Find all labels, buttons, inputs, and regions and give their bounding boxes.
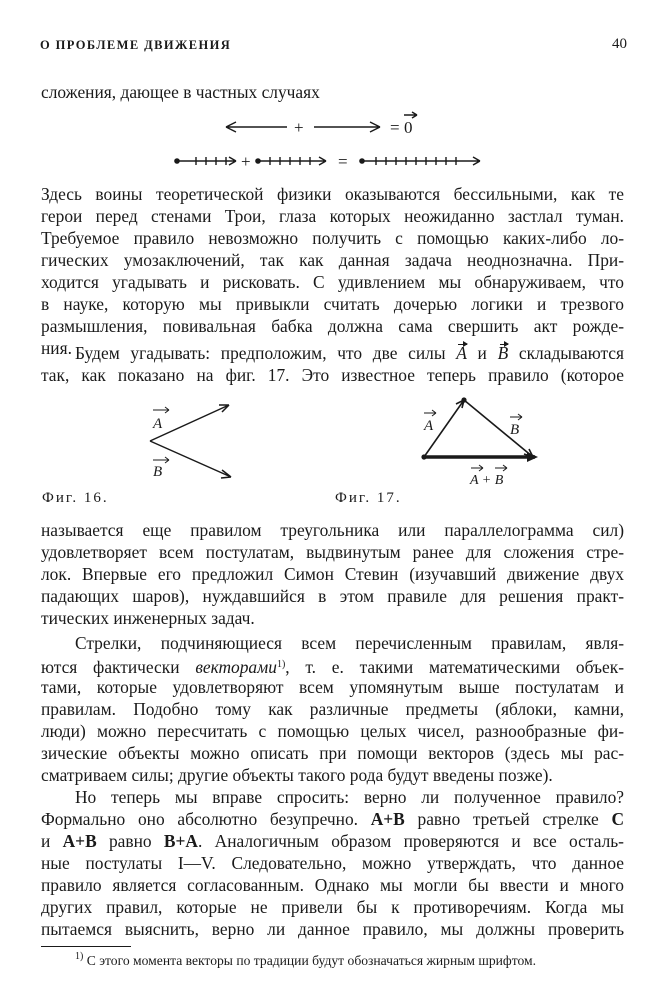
footnote-ref: 1): [276, 659, 286, 670]
text-line: размышления, повивальная бабка должна сама свершить акт рожде-: [41, 316, 624, 336]
text-line: Требуемое правило невозможно получить с помощью каких-либо ло-: [41, 228, 624, 248]
text-line: пытаемся выяснить, верно ли данное правило, мы должны проверить: [41, 919, 624, 939]
fig16-caption: Фиг. 16.: [42, 490, 109, 506]
text-line: гических умозаключений, так как данная задача неоднозначна. При-: [41, 250, 624, 270]
text-line: в науке, которую мы привыкли считать дочерью логики и трезвого: [41, 294, 624, 314]
text-line: лок. Впервые его предложил Симон Стевин (изучавший движение двух: [41, 564, 624, 584]
text-line: тических инженерных задач.: [41, 608, 255, 628]
fig17-sum-arrowhead: [527, 452, 538, 462]
fig17-vertex-left: [421, 454, 426, 459]
fig17-vector-b: [464, 400, 533, 457]
footnote-rule: [41, 946, 131, 947]
para4-text-b: , т. е. такими математическими объек-: [285, 657, 624, 677]
text-line: герои перед стенами Трои, глаза которых неожиданно застлал туман.: [41, 206, 624, 226]
text-line: сматриваем силы; другие объекты такого рода будут введены позже).: [41, 765, 553, 785]
text-line: [41, 655, 624, 677]
intro-line: сложения, дающее в частных случаях: [41, 82, 320, 102]
text-line: Стрелки, подчиняющиеся всем перечисленным правилам, явля-: [75, 633, 624, 653]
para5-equals-word: равно: [108, 831, 152, 851]
footnote-mark: 1): [75, 951, 84, 962]
eq1-plus: +: [294, 118, 304, 137]
text-line: тами, которые удовлетворяют всем упомянутым выше постулатам и: [41, 677, 624, 697]
eq1-equals: =: [390, 118, 400, 137]
text-line: удовлетворяет всем постулатам, выдвинутым ранее для сложения стре-: [41, 542, 624, 562]
eq1-zero: 0: [404, 118, 413, 137]
text-line: ния.: [41, 338, 72, 358]
fig17-caption: Фиг. 17.: [335, 490, 402, 506]
page-number: 40: [612, 36, 627, 52]
para5-text-d: . Аналогичным образом проверяются и все осталь-: [198, 831, 624, 851]
para2-text-b: складываются: [518, 343, 624, 363]
para5-and: и: [41, 831, 51, 851]
fig17-label-b: B: [510, 422, 520, 438]
expr-a-plus-b-2: A+B: [62, 831, 97, 851]
fig17-label-a-arrow: [424, 410, 436, 416]
text-line: ные постулаты I—V. Следовательно, можно утверждать, что данное: [41, 853, 624, 873]
text-line: других правил, которые не привели бы к противоречиям. Когда мы: [41, 897, 624, 917]
running-head: О ПРОБЛЕМЕ ДВИЖЕНИЯ: [40, 38, 232, 52]
text-line: зические объекты можно описать при помощи векторов (здесь мы рас-: [41, 743, 624, 763]
term-vectors: векторами: [195, 657, 277, 677]
text-line: Но теперь мы вправе спросить: верно ли полученное правило?: [75, 787, 624, 807]
text-line: называется еще правилом треугольника или параллелограмма сил): [41, 520, 624, 540]
text-line: так, как показано на фиг. 17. Это известное теперь правило (которое: [41, 365, 624, 385]
text-line: Здесь воины теоретической физики оказываются бессильными, как те: [41, 184, 624, 204]
para5-text-c: равно третьей стрелке: [417, 809, 599, 829]
para5-text-a: Формально оно абсолютно безупречно.: [41, 809, 358, 829]
text-line: [41, 831, 624, 851]
text-line: люди) можно пересчитать с помощью целых чисел, разнообразные фи-: [41, 721, 624, 741]
fig17-vertex-top: [461, 397, 466, 402]
para4-text-a: ются фактически: [41, 657, 180, 677]
fig16-label-a: A: [153, 416, 163, 432]
text-line: правилам. Подобно тому как различные предметы (яблоки, камни,: [41, 699, 624, 719]
para2-and: и: [477, 343, 487, 363]
fig17-label-a: A: [424, 418, 434, 434]
footnote-text: С этого момента векторы по традиции будут обозначаться жирным шрифтом.: [86, 953, 537, 968]
fig17-label-b-arrow: [510, 414, 522, 420]
eq2-plus: +: [241, 152, 251, 171]
text-line: ходится угадывать и рисковать. С удивлением мы обнаруживаем, что: [41, 272, 624, 292]
expr-b-plus-a: B+A: [163, 831, 198, 851]
text-line: правило является согласованным. Однако мы могли бы ввести и много: [41, 875, 624, 895]
expr-c: C: [611, 809, 624, 829]
fig17-label-sum: A + B: [470, 473, 504, 488]
fig17-sum-label-arrow: [471, 465, 507, 471]
text-line: [41, 809, 624, 829]
fig16-label-b: B: [153, 464, 163, 480]
vector-a: A: [456, 343, 467, 363]
para2-text-a: Будем угадывать: предположим, что две силы: [75, 343, 446, 363]
expr-a-plus-b: A+B: [370, 809, 405, 829]
vector-b: B: [497, 343, 509, 363]
footnote: [75, 948, 624, 970]
eq2-equals: =: [338, 152, 348, 171]
text-line: падающих шаров), нуждавшийся в этом правиле для решения практ-: [41, 586, 624, 606]
